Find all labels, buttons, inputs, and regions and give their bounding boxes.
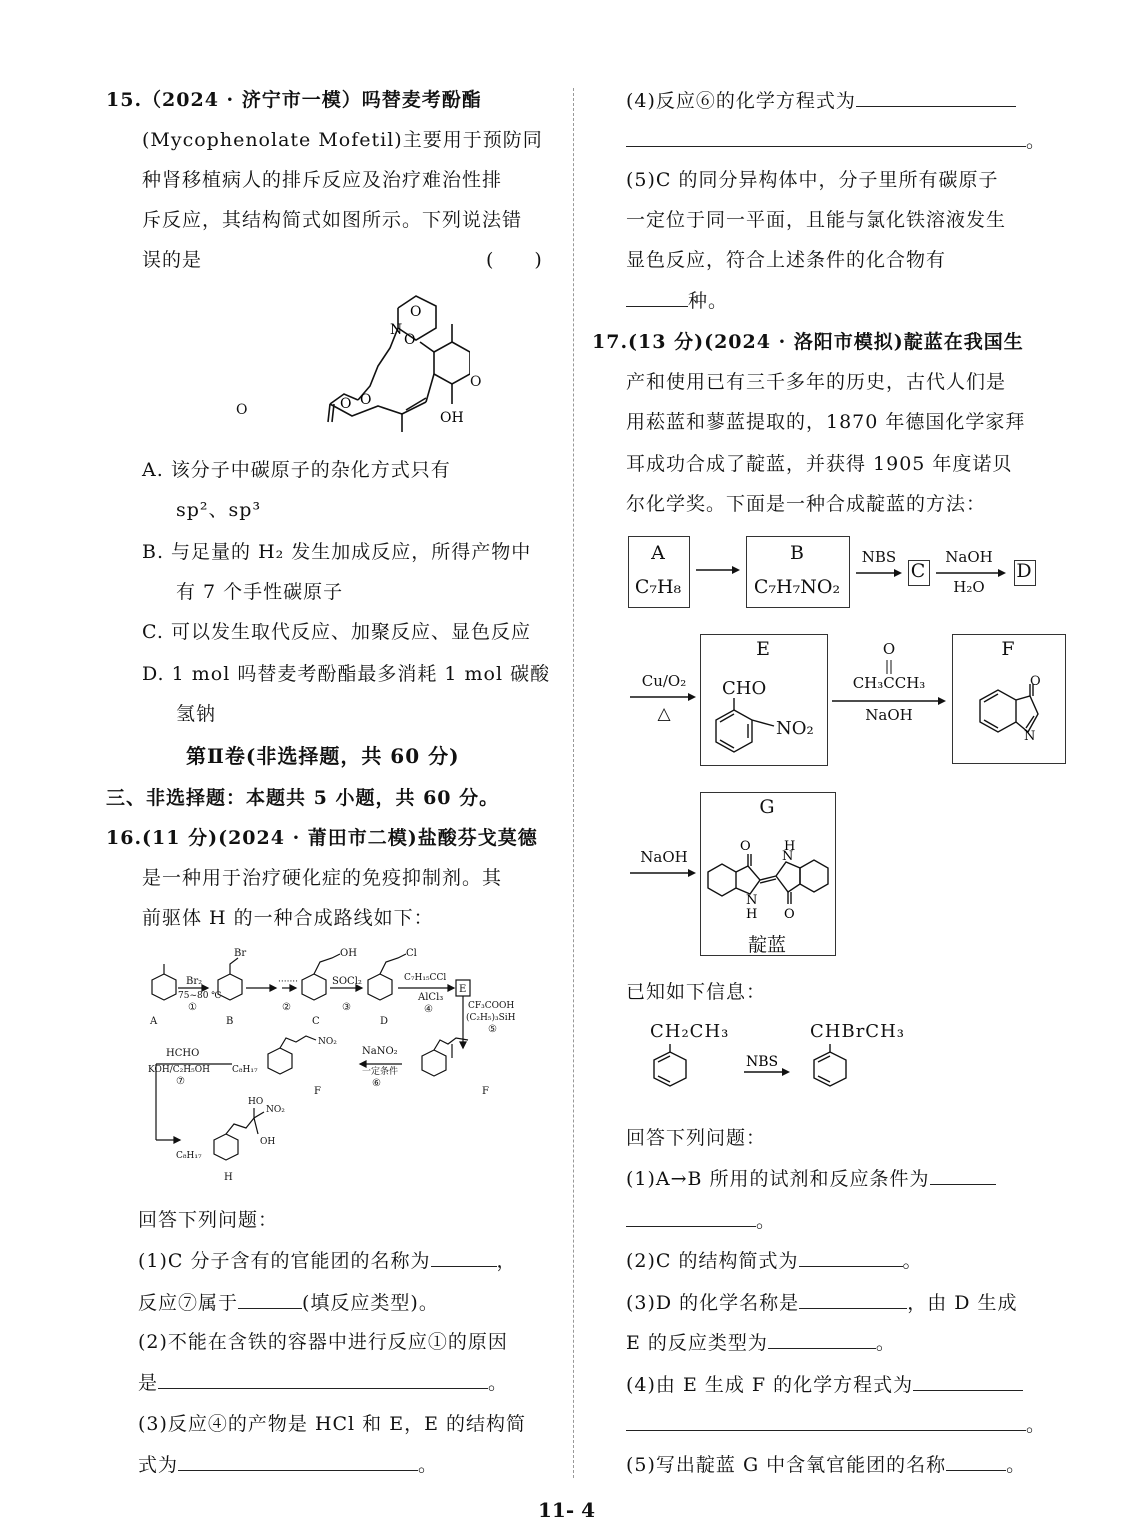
q17-arrow-bc — [854, 566, 906, 580]
q16-stem-line1: 16.(11 分)(2024 · 莆田市二模)盐酸芬戈莫德 — [106, 827, 538, 849]
q17-stem-line5: 尔化学奖。下面是一种合成靛蓝的方法： — [626, 493, 987, 515]
q16-step2: ② — [282, 1002, 291, 1013]
q17-known-left: CH₂CH₃ — [650, 1021, 730, 1042]
q16-c8h17-f: C₈H₁₇ — [232, 1065, 258, 1075]
q16-dots: ······· — [278, 977, 299, 987]
q17-acetone: CH₃CCH₃ — [852, 674, 926, 692]
q17-cu-o2: Cu/O₂ — [641, 672, 687, 690]
q16-cond1: 75~80 ℃ — [178, 991, 222, 1001]
q17-naoh: NaOH — [865, 706, 913, 724]
q15-option-d-line1: D. 1 mol 吗替麦考酚酯最多消耗 1 mol 碳酸 — [142, 663, 551, 685]
q16-socl2: SOCl₂ — [332, 976, 362, 987]
q17-ask: 回答下列问题： — [626, 1127, 767, 1149]
q16-synthesis-scheme — [136, 944, 556, 1194]
q17-heat: △ — [657, 704, 671, 724]
q15-hydroxyl: OH — [440, 410, 464, 426]
q17-g-o1: O — [740, 839, 751, 854]
q17-g-n2: N — [746, 893, 758, 908]
q17-e-no2: NO₂ — [776, 718, 814, 739]
q15-answer-paren: ( ) — [486, 249, 543, 271]
q16-part5-line2: 一定位于同一平面，且能与氯化铁溶液发生 — [626, 209, 1007, 231]
q17-part4-line2: 。 — [626, 1412, 1046, 1437]
q17-label-c: C — [910, 560, 926, 582]
q17-e-cho: CHO — [722, 678, 767, 699]
q17-label-b: B — [790, 542, 804, 564]
q17-part3-line1: (3)D 的化学名称是 ，由 D 生成 — [626, 1292, 1018, 1314]
q16-part5-line1: (5)C 的同分异构体中，分子里所有碳原子 — [626, 169, 999, 191]
q17-part1-line1: (1)A→B 所用的试剂和反应条件为 — [626, 1166, 996, 1191]
q16-part3-line1: (3)反应④的产物是 HCl 和 E，E 的结构简 — [138, 1413, 526, 1435]
q17-known-right: CHBrCH₃ — [810, 1021, 905, 1042]
q16-part4-line2: 。 — [626, 128, 1046, 153]
q16-label-d: D — [380, 1016, 389, 1027]
q17-f-o: O — [1030, 674, 1041, 689]
q15-morpholine-o: O — [410, 304, 422, 320]
q15-stem-line4: 斥反应，其结构简式如图所示。下列说法错 — [142, 209, 523, 231]
q17-g-h1: H — [784, 839, 796, 854]
q17-part4-line1: (4)由 E 生成 F 的化学方程式为 — [626, 1372, 1023, 1397]
q17-g-n1: N — [782, 849, 794, 864]
section3-heading: 三、非选择题：本题共 5 小题，共 60 分。 — [106, 787, 500, 809]
q17-g-h2: H — [746, 907, 758, 920]
q16-nano2: NaNO₂ — [362, 1046, 398, 1057]
q16-label-f-left: F — [314, 1086, 321, 1097]
q17-label-a: A — [651, 542, 665, 564]
q17-known: 已知如下信息： — [626, 981, 767, 1003]
q15-ester-o: O — [360, 392, 372, 408]
q16-part1-line1: (1)C 分子含有的官能团的名称为 ， — [138, 1250, 517, 1272]
q16-part3-line2: 式为 。 — [138, 1454, 439, 1476]
q15-morpholine-n: N — [390, 322, 403, 338]
q15-option-a-line2: sp²、sp³ — [176, 499, 262, 521]
page-number: 11- 4 — [537, 1498, 595, 1522]
q17-label-d: D — [1016, 560, 1032, 582]
q17-arrow-de — [628, 690, 700, 704]
q16-part2-line1: (2)不能在含铁的容器中进行反应①的原因 — [138, 1331, 508, 1353]
q15-option-a-line1: A. 该分子中碳原子的杂化方式只有 — [142, 459, 451, 481]
q16-oh-h: OH — [260, 1137, 276, 1147]
q15-carbonyl-o: O — [340, 396, 352, 412]
q16-step4: ④ — [424, 1004, 433, 1015]
q17-g-structure — [704, 830, 832, 920]
q15-structure — [230, 282, 470, 442]
q17-part2: (2)C 的结构简式为 。 — [626, 1250, 923, 1272]
q16-part4-line1: (4)反应⑥的化学方程式为 — [626, 88, 1016, 113]
q16-no2-h: NO₂ — [266, 1105, 285, 1115]
q17-label-g: G — [759, 796, 775, 818]
q16-oh-label: OH — [340, 948, 357, 959]
q17-g-o2: O — [784, 907, 795, 920]
q17-label-f: F — [1001, 638, 1015, 660]
q16-part5-line4: 种。 — [626, 288, 728, 313]
q16-br-label: Br — [234, 948, 247, 959]
q17-formula-b: C₇H₇NO₂ — [753, 576, 841, 598]
q15-option-d-line2: 氢钠 — [176, 703, 217, 725]
q16-label-h: H — [224, 1172, 233, 1183]
q17-naoh-top: NaOH — [945, 548, 993, 566]
q16-acyl: C₇H₁₅CCl — [404, 973, 447, 983]
q17-arrow-fg — [628, 866, 700, 880]
q17-arrow-ab — [694, 560, 744, 580]
q16-br2: Br₂ — [186, 976, 203, 987]
q16-hcho: HCHO — [166, 1048, 200, 1059]
q16-label-a: A — [150, 1016, 158, 1027]
q17-part5: (5)写出靛蓝 G 中含氧官能团的名称 。 — [626, 1454, 1027, 1476]
q15-stem-line1: 15.（2024 · 济宁市一模）吗替麦考酚酯 — [106, 89, 482, 111]
q17-naoh2: NaOH — [640, 848, 688, 866]
q16-step1: ① — [188, 1002, 197, 1013]
q16-label-e: E — [459, 984, 467, 995]
q16-no2: NO₂ — [318, 1037, 337, 1047]
column-divider — [573, 88, 574, 1478]
q17-stem-line3: 用菘蓝和蓼蓝提取的，1870 年德国化学家拜 — [626, 411, 1026, 433]
q15-stem-line3: 种肾移植病人的排斥反应及治疗难治性排 — [142, 169, 503, 191]
q17-f-n: N — [1024, 729, 1036, 744]
q17-known-scheme — [634, 1044, 894, 1114]
q16-label-c: C — [312, 1016, 320, 1027]
q16-step5: ⑤ — [488, 1024, 497, 1035]
q16-ho: HO — [248, 1097, 264, 1107]
q17-indigo-label: 靛蓝 — [747, 934, 786, 956]
part2-title: 第Ⅱ卷(非选择题，共 60 分) — [186, 744, 460, 768]
q16-alcl3: AlCl₃ — [418, 992, 444, 1003]
q16-koh: KOH/C₂H₅OH — [148, 1065, 210, 1075]
q15-carbonyl-o2: O — [236, 402, 249, 418]
q17-known-nbs: NBS — [746, 1054, 779, 1070]
q16-silane: (C₂H₅)₃SiH — [466, 1013, 516, 1023]
q15-stem-line5: 误的是 — [142, 249, 203, 271]
q16-part5-line3: 显色反应，符合上述条件的化合物有 — [626, 249, 947, 271]
q16-label-f-right: F — [482, 1086, 489, 1097]
q16-cond6: 一定条件 — [362, 1067, 399, 1077]
q16-part2-line2: 是 。 — [138, 1372, 509, 1394]
q16-cf3cooh: CF₃COOH — [468, 1001, 515, 1011]
q15-lactone-o: O — [470, 374, 483, 390]
q16-part1-line2: 反应⑦属于 (填反应类型)。 — [138, 1292, 439, 1314]
q17-label-e: E — [756, 638, 770, 660]
q16-stem-line3: 前驱体 H 的一种合成路线如下： — [142, 907, 434, 929]
q15-option-b-line1: B. 与足量的 H₂ 发生加成反应，所得产物中 — [142, 541, 532, 563]
q17-f-structure — [956, 676, 1060, 760]
q15-option-b-line2: 有 7 个手性碳原子 — [176, 581, 344, 603]
q16-ask: 回答下列问题： — [138, 1209, 279, 1231]
q16-step6: ⑥ — [372, 1078, 381, 1089]
q17-stem-line1: 17.(13 分)(2024 · 洛阳市模拟)靛蓝在我国生 — [592, 331, 1024, 353]
q17-nbs: NBS — [861, 548, 897, 566]
q16-cl-label: Cl — [406, 948, 417, 959]
q15-methoxy-o: O — [404, 332, 416, 348]
q17-formula-a: C₇H₈ — [634, 576, 682, 598]
q15-option-c: C. 可以发生取代反应、加聚反应、显色反应 — [142, 621, 531, 643]
q16-stem-line2: 是一种用于治疗硬化症的免疫抑制剂。其 — [142, 867, 503, 889]
q17-stem-line2: 产和使用已有三千多年的历史，古代人们是 — [626, 371, 1007, 393]
q17-part1-line2: 。 — [626, 1208, 776, 1233]
q16-step7: ⑦ — [176, 1076, 185, 1087]
q17-part3-line2: E 的反应类型为 。 — [626, 1332, 896, 1354]
q16-step3: ③ — [342, 1002, 351, 1013]
q16-c8h17-h: C₈H₁₇ — [176, 1151, 202, 1161]
q17-acetone-o: O — [882, 640, 896, 658]
q15-stem-line2: (Mycophenolate Mofetil)主要用于预防同 — [142, 129, 543, 151]
q17-stem-line4: 耳成功合成了靛蓝，并获得 1905 年度诺贝 — [626, 453, 1013, 475]
q17-h2o: H₂O — [953, 578, 985, 596]
q16-label-b: B — [226, 1016, 234, 1027]
